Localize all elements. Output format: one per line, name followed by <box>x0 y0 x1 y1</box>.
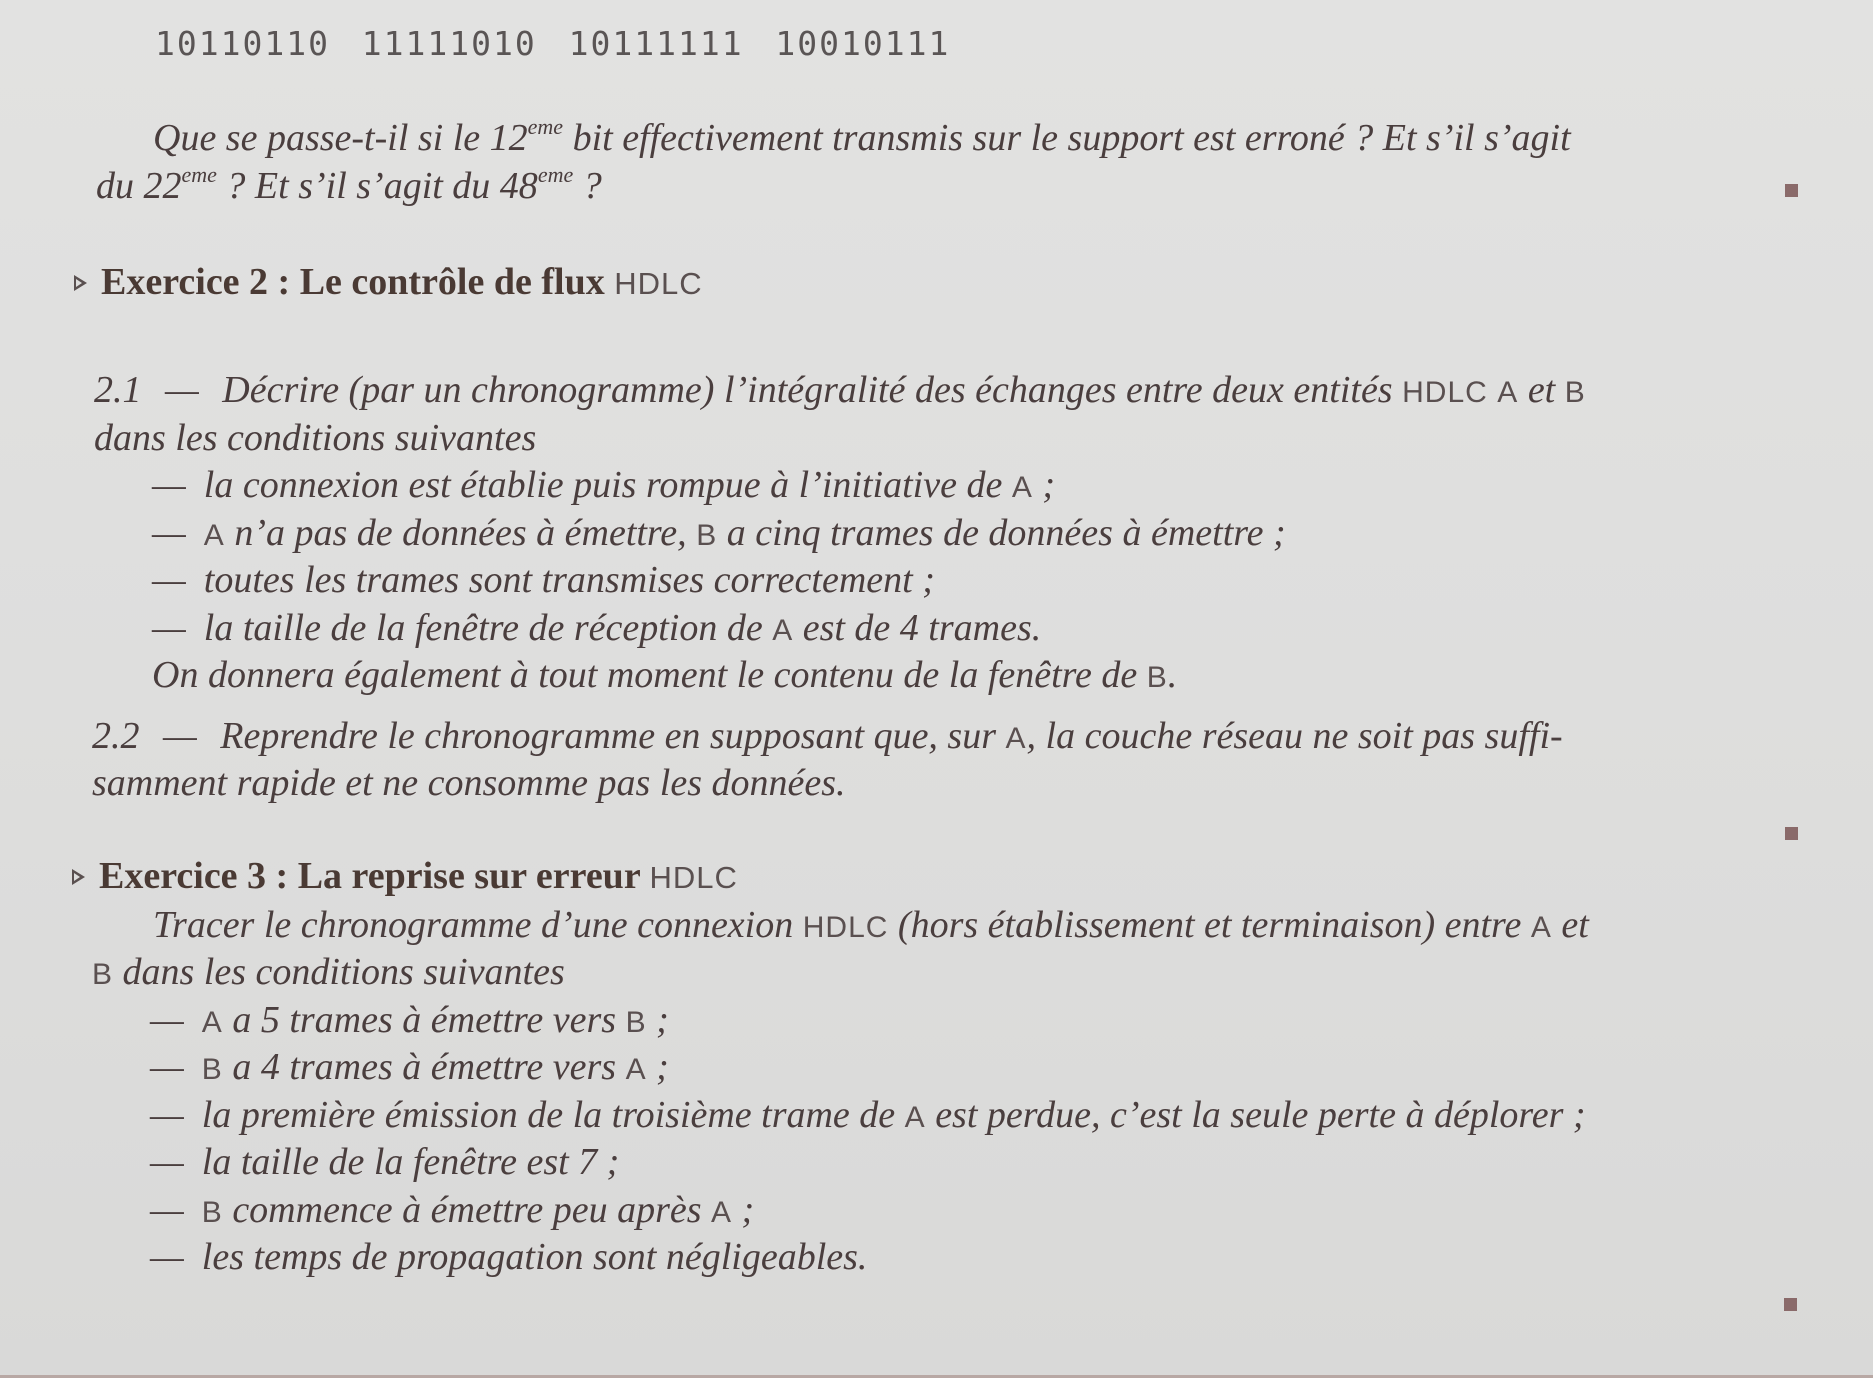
question-2-1-note: On donnera également à tout moment le contenu de la fenêtre de B. <box>152 654 1178 696</box>
question-2-1-line-2: dans les conditions suivantes <box>94 417 537 459</box>
list-item: — A a 5 trames à émettre vers B ; <box>150 999 669 1041</box>
list-item: — B commence à émettre peu après A ; <box>150 1189 755 1231</box>
list-item: — B a 4 trames à émettre vers A ; <box>150 1046 669 1088</box>
question-2-1-line-1: 2.1 — Décrire (par un chronogramme) l’intégralité des échanges entre deux entités HDLC A et B <box>94 369 1586 411</box>
question-line-1: Que se passe-t-il si le 12eme bit effectivement transmis sur le support est erroné ? Et s’il s’agit <box>153 114 1571 159</box>
list-item: — A n’a pas de données à émettre, B a cinq trames de données à émettre ; <box>152 512 1286 554</box>
binary-sequence: 10110110 11111010 10111111 10010111 <box>155 24 951 63</box>
end-of-proof-mark <box>1785 184 1798 197</box>
list-item: — les temps de propagation sont négligeables. <box>150 1236 868 1278</box>
exercise-2-heading: Exercice 2 : Le contrôle de flux HDLC <box>74 260 703 304</box>
list-item: — la taille de la fenêtre de réception de A est de 4 trames. <box>152 607 1042 649</box>
end-of-proof-mark <box>1784 1298 1797 1311</box>
triangle-bullet-icon <box>72 869 85 885</box>
list-item: — la connexion est établie puis rompue à l’initiative de A ; <box>152 464 1055 506</box>
list-item: — toutes les trames sont transmises correctement ; <box>152 559 935 601</box>
question-line-2: du 22eme ? Et s’il s’agit du 48eme ? <box>96 162 602 207</box>
exercise-3-heading: Exercice 3 : La reprise sur erreur HDLC <box>72 854 738 898</box>
end-of-proof-mark <box>1785 827 1798 840</box>
question-2-2-line-2: samment rapide et ne consomme pas les données. <box>92 762 846 804</box>
list-item: — la première émission de la troisième trame de A est perdue, c’est la seule perte à déplorer ; <box>150 1094 1586 1136</box>
question-2-2-line-1: 2.2 — Reprendre le chronogramme en supposant que, sur A, la couche réseau ne soit pas suffi- <box>92 715 1563 757</box>
exercise-3-intro-line-2: B dans les conditions suivantes <box>92 951 565 993</box>
triangle-bullet-icon <box>74 275 87 291</box>
exercise-3-intro-line-1: Tracer le chronogramme d’une connexion HDLC (hors établissement et terminaison) entre A et <box>153 904 1589 946</box>
list-item: — la taille de la fenêtre est 7 ; <box>150 1141 620 1183</box>
